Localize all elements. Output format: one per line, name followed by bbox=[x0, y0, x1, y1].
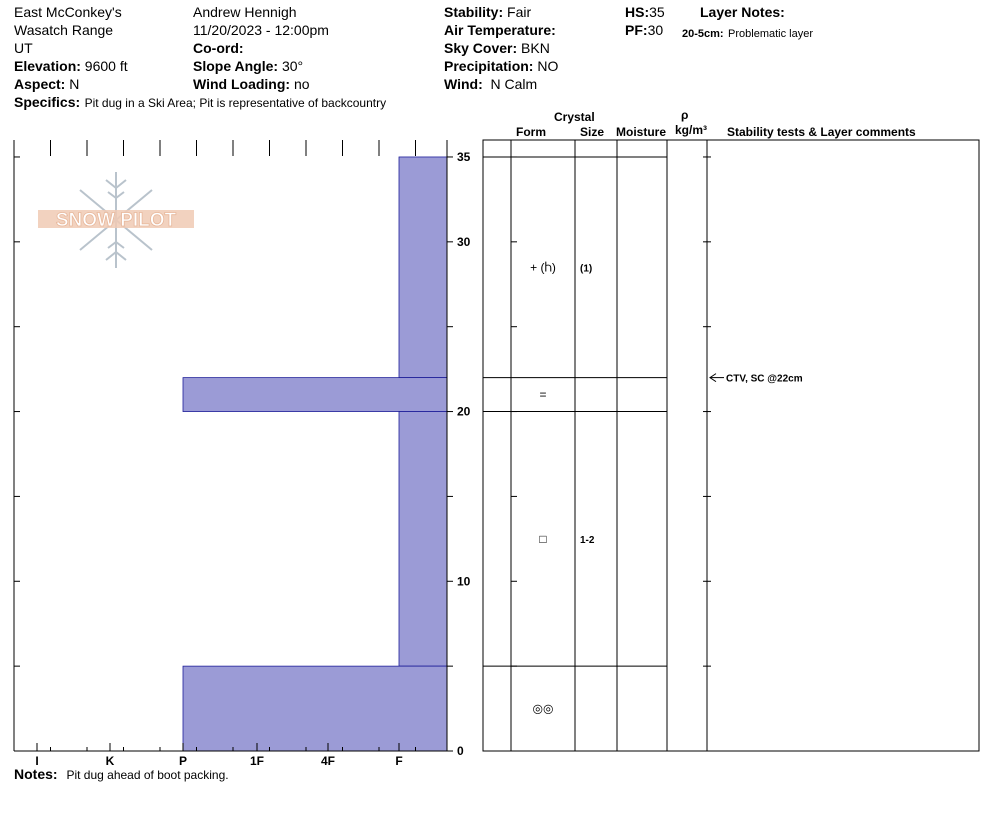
size-header: Size bbox=[580, 125, 605, 139]
form-header: Form bbox=[516, 125, 546, 139]
observation-datetime: 11/20/2023 - 12:00pm bbox=[193, 22, 329, 38]
state-name: UT bbox=[14, 40, 33, 56]
stability-label: Stability: bbox=[444, 4, 504, 20]
sky-value: BKN bbox=[521, 40, 550, 56]
aspect-label: Aspect: bbox=[14, 76, 66, 92]
range-name: Wasatch Range bbox=[14, 22, 114, 38]
precip-label: Precipitation: bbox=[444, 58, 534, 74]
notes-label: Notes: bbox=[14, 766, 58, 782]
wind-loading-label: Wind Loading: bbox=[193, 76, 291, 92]
notes-text: Pit dug ahead of boot packing. bbox=[66, 768, 229, 782]
pf-label: PF: bbox=[625, 22, 648, 38]
crystal-form-symbol: = bbox=[539, 387, 547, 402]
hardness-tick-label: K bbox=[105, 754, 115, 768]
density-rho-header: ρ bbox=[681, 108, 689, 122]
crystal-header: Crystal bbox=[554, 110, 595, 124]
slope-label: Slope Angle: bbox=[193, 58, 279, 74]
slope-value: 30° bbox=[281, 58, 304, 74]
hardness-tick-label: 1F bbox=[249, 754, 265, 768]
hardness-tick-label: F bbox=[395, 754, 403, 768]
sky-label: Sky Cover: bbox=[444, 40, 518, 56]
hardness-tick-label: P bbox=[178, 754, 188, 768]
coord-label: Co-ord: bbox=[193, 40, 244, 56]
layer-note-range: 20-5cm: bbox=[682, 28, 724, 40]
stability-value: Fair bbox=[507, 4, 532, 20]
specifics-value: Pit dug in a Ski Area; Pit is representative of backcountry bbox=[84, 96, 387, 110]
observer-name: Andrew Hennigh bbox=[193, 4, 297, 20]
hs-label: HS: bbox=[625, 4, 650, 20]
air-temp-label: Air Temperature: bbox=[444, 22, 556, 38]
pf-value: 30 bbox=[647, 22, 664, 38]
crystal-form-symbol: □ bbox=[539, 531, 547, 546]
wind-value: N Calm bbox=[490, 76, 538, 92]
elevation-label: Elevation: bbox=[14, 58, 81, 74]
table-frame bbox=[483, 140, 979, 751]
elevation-value: 9600 ft bbox=[84, 58, 128, 74]
stability-test-label: CTV, SC @22cm bbox=[726, 373, 803, 385]
wind-loading-value: no bbox=[293, 76, 310, 92]
depth-tick-label: 20 bbox=[457, 404, 471, 419]
crystal-form-symbol: + (Ⴙ) bbox=[530, 260, 556, 275]
layer-note-text: Problematic layer bbox=[728, 28, 814, 40]
depth-tick-label: 35 bbox=[457, 149, 471, 164]
aspect-value: N bbox=[69, 76, 80, 92]
hs-value: 35 bbox=[649, 4, 665, 20]
hardness-tick-label: 4F bbox=[320, 754, 336, 768]
hardness-tick-label: I bbox=[35, 754, 39, 768]
depth-tick-label: 30 bbox=[457, 234, 471, 249]
depth-tick-label: 0 bbox=[457, 744, 464, 758]
depth-tick-label: 10 bbox=[457, 574, 471, 589]
stability-tests-header: Stability tests & Layer comments bbox=[727, 125, 916, 139]
crystal-size-label: (1) bbox=[580, 263, 593, 275]
precip-value: NO bbox=[537, 58, 559, 74]
layer-notes-label: Layer Notes: bbox=[700, 4, 785, 20]
wind-label: Wind: bbox=[444, 76, 483, 92]
moisture-header: Moisture bbox=[616, 125, 667, 139]
specifics-label: Specifics: bbox=[14, 94, 81, 110]
density-unit-header: kg/m³ bbox=[675, 123, 708, 137]
location-name: East McConkey's bbox=[14, 4, 122, 20]
logo-text: SNOW PILOT bbox=[55, 210, 177, 231]
notes-row bbox=[14, 767, 229, 783]
crystal-form-symbol: ◎◎ bbox=[532, 701, 554, 716]
crystal-size-label: 1-2 bbox=[580, 534, 595, 546]
